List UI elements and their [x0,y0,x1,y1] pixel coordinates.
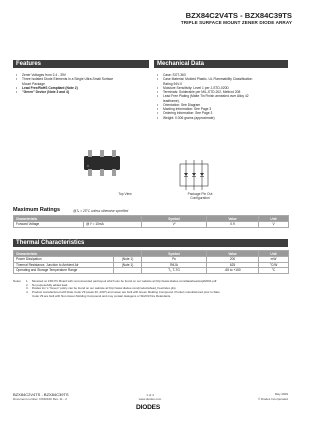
note-row: 4. Product manufactured with Date Code V9 (week 40, 2007) and newer are built with Green Molding Compound. Product manufactured prior to Date [13,291,288,295]
cell-value: -65 to +150 [207,268,259,274]
footer-website-link[interactable]: www.diodes.com [138,397,162,401]
note-text: Mounted on FR4 PC Board with recommended pad layout which can be found on our website at http://www.diodes.com/datasheets/ap02001.pdf [32,280,217,283]
col-header-characteristic: Characteristic [14,251,142,257]
list-item: • Weight: 0.006 grams (approximate) [155,116,288,120]
note-text: Code V9 are built with Non-Green Molding Compound and may contain Halogens or Sb2O3 Fire Retardants. [32,294,171,298]
list-item: • Zener Voltages from 2.4 - 39V [14,73,148,77]
list-item: • Lead Free Plating (Matte Tin Finish annealed over Alloy 42 [155,94,288,98]
features-heading: Features [13,60,149,68]
list-item: • Case: SOT-363 [155,73,288,77]
list-item: • Lead Free/RoHS Compliant (Note 2) [14,86,148,90]
document-subtitle: TRIPLE SURFACE MOUNT ZENER DIODE ARRAY [180,20,292,25]
footer-part-range: BZX84C2V4TS - BZX84C39TS [13,392,69,397]
note-text: Product manufactured with Date Code V9 (week 40, 2007) and newer are built with Green Molding Compound. Product manufactured prior to Date [32,291,220,295]
cell-note: (Note 1) [114,257,142,263]
list-item: • Ordering Information: See Page 3 [155,111,288,115]
cell-symbol: Vᶠ [142,222,207,228]
notes-block [13,280,288,299]
note-text: No purposefully added lead. [32,283,68,287]
col-header-symbol: Symbol [142,251,207,257]
diodes-logo-text: DIODES [136,404,161,411]
list-item: • Orientation: See Diagram [155,103,288,107]
list-item: leadframe). [163,98,180,103]
mechanical-list [155,73,288,120]
cell-condition: @ Iᶠ = 10mA [84,222,142,228]
thermal-heading: Thermal Characteristics [13,239,288,247]
document-title: BZX84C2V4TS - BZX84C39TS [185,11,292,20]
cell-characteristic: Thermal Resistance, Junction to Ambient Air [14,262,114,268]
cell-note: (Note 1) [114,262,142,268]
col-header-unit: Unit [259,251,289,257]
col-header-symbol: Symbol [142,216,207,222]
list-item: • Marking Information: See Page 3 [155,107,288,111]
cell-characteristic: Forward Voltage [14,222,84,228]
cell-value: 0.9 [207,222,259,228]
max-ratings-condition: @Tₐ = 25°C unless otherwise specified [73,209,129,213]
cell-symbol: Pᴅ [142,257,207,263]
list-item: • Terminals: Solderable per MIL-STD-202, Method 208 [155,90,288,94]
cell-unit: °C/W [259,262,289,268]
max-ratings-table [13,215,289,228]
list-item: Rating 94V-0 [163,81,183,86]
pin-config-caption-2: Configuration [190,196,210,200]
table-row [14,222,289,228]
cell-value: 200 [207,257,259,263]
top-view-caption: Top View [118,192,132,196]
col-header-value: Value [207,251,259,257]
sot363-package-image [78,148,126,178]
diodes-logo [136,404,160,411]
list-item: • "Green" Device (Note 3 and 4) [14,90,148,94]
max-ratings-heading: Maximum Ratings [13,207,61,213]
list-item: • Moisture Sensitivity: Level 1 per J-STD-020D [155,86,288,90]
note-row: 3. Diodes Inc.'s "Green" policy can be found on our website at http://www.diodes.com/products/lead_free/index.php [13,287,288,291]
footer-page-number: 1 of 4 [146,393,154,397]
mechanical-heading: Mechanical Data [154,60,288,68]
table-row [14,268,289,274]
col-header-value: Value [207,216,259,222]
note-row: Notes: 1. Mounted on FR4 PC Board with recommended pad layout which can be found on our website at http://www.diodes.com/datasheets/ap02001.pdf [13,280,288,284]
footer-date: May 2009 [274,392,288,396]
cell-characteristic: Power Dissipation [14,257,114,263]
cell-symbol: Tⱼ, TₛTG [142,268,207,274]
cell-note [114,268,142,274]
pin-config-caption-1: Package Pin Out [187,192,213,196]
thermal-table [13,250,289,274]
note-row [13,295,288,299]
cell-unit: °C [259,268,289,274]
list-item: Mount Package [22,81,45,86]
col-header-unit: Unit [259,216,289,222]
note-text: Diodes Inc.'s "Green" policy can be found on our website at http://www.diodes.com/products/lead_free/index.php [32,287,176,291]
footer-doc-number: Document number: DS30160 Rev. 11 - 2 [13,397,67,401]
note-row: 2. No purposefully added lead. [13,284,288,288]
notes-label: Notes: [13,279,22,283]
pin-configuration-diagram [176,160,212,190]
cell-unit: V [259,222,289,228]
cell-value: 625 [207,262,259,268]
col-header-characteristic: Characteristic [14,216,142,222]
cell-symbol: RθJA [142,262,207,268]
list-item: • Three Isolated Diode Elements in a Single Ultra-Small Surface [14,77,148,81]
list-item: • Case Material: Molded Plastic. UL Flammability Classification [155,77,288,81]
cell-unit: mW [259,257,289,263]
features-list [14,73,148,94]
cell-characteristic: Operating and Storage Temperature Range [14,268,114,274]
footer-copyright: © Diodes Incorporated [257,397,288,401]
